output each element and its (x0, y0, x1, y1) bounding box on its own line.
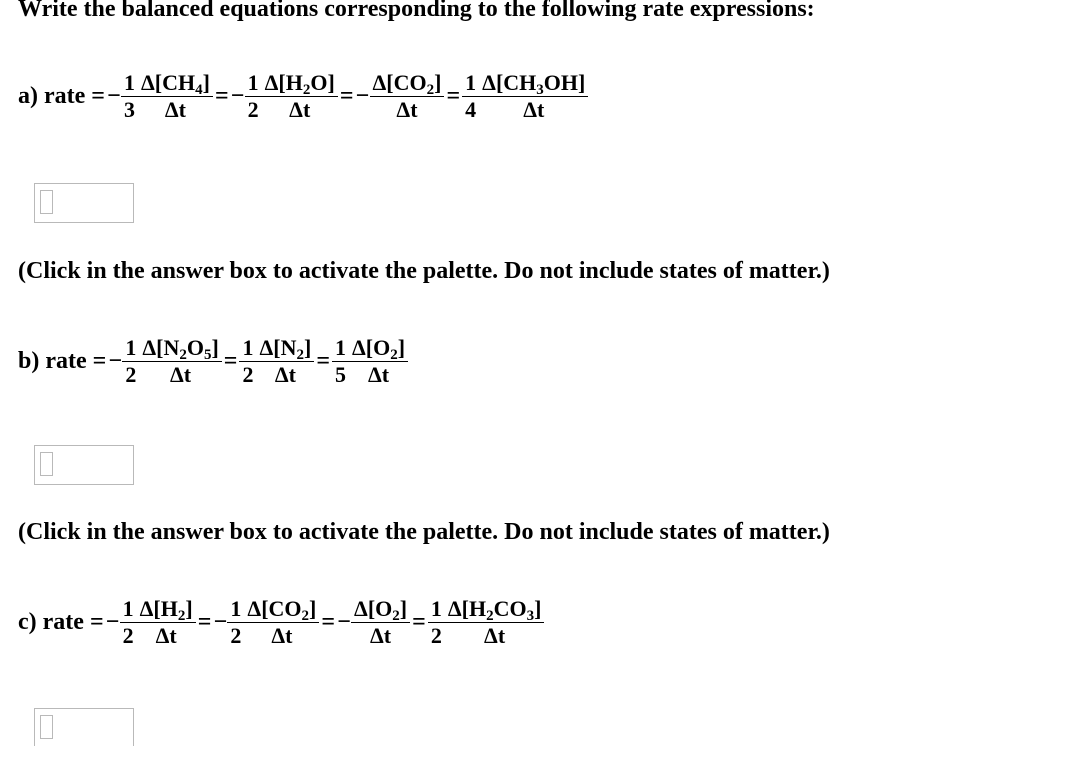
delta-conc: $\Delta[H_2]$ (139, 596, 193, 624)
subscript: 2 (301, 608, 310, 624)
subscript: 2 (486, 608, 494, 624)
answer-box-c[interactable] (34, 708, 134, 746)
equals-sign: = (214, 83, 229, 109)
species-tail: O (310, 70, 328, 95)
species: O (373, 335, 391, 360)
delta-time: Δt (262, 96, 338, 123)
coef-num: 1 (247, 70, 259, 95)
delta-fraction (370, 70, 445, 123)
coefficient-fraction (121, 70, 138, 123)
equals-sign: = (89, 609, 104, 635)
delta-time: Δt (370, 96, 445, 123)
equals-sign: = (92, 348, 107, 374)
instruction-text-b: (Click in the answer box to activate the palette. Do not include states of matter.) (18, 519, 830, 545)
equals-sign: = (321, 609, 336, 635)
delta-time: Δt (445, 622, 545, 649)
coefficient-fraction (227, 596, 244, 649)
coef-num: 1 (242, 335, 254, 360)
coef-den: 3 (121, 96, 138, 123)
delta-fraction (479, 70, 588, 123)
coef-num: 1 (430, 596, 442, 621)
coef-den: 2 (122, 361, 139, 388)
rate-label-c: c) rate (18, 609, 84, 635)
rate-expression-b (18, 335, 408, 388)
species: CH (162, 70, 196, 95)
coefficient-fraction (332, 335, 349, 388)
coef-den: 2 (239, 361, 256, 388)
equals-sign: = (446, 83, 461, 109)
rate-label-b: b) rate (18, 348, 87, 374)
delta-fraction (137, 596, 196, 649)
coef-num: 1 (122, 596, 134, 621)
species-tail: CO (493, 596, 527, 621)
subscript: 3 (526, 608, 535, 624)
delta-fraction (256, 335, 314, 388)
delta-conc: $\Delta[N_2]$ (259, 335, 312, 363)
delta-conc: $\Delta[CH_3OH]$ (482, 70, 586, 98)
subscript: 2 (179, 347, 187, 363)
coef-den: 4 (462, 96, 479, 123)
species: N (163, 335, 180, 360)
input-cursor-icon (40, 190, 53, 214)
term-sign: − (213, 609, 228, 635)
term-sign: − (230, 83, 245, 109)
input-cursor-icon (40, 715, 53, 739)
delta-conc: $\Delta[CO_2]$ (247, 596, 317, 624)
delta-conc: $\Delta[CO_2]$ (372, 70, 442, 98)
term-sign: − (105, 609, 120, 635)
species: CH (503, 70, 537, 95)
rate-term (428, 596, 545, 649)
delta-time: Δt (138, 96, 213, 123)
delta-fraction (138, 70, 213, 123)
rate-term (106, 596, 196, 649)
subscript: 2 (390, 347, 398, 363)
term-sign: − (337, 609, 351, 635)
subscript: 2 (296, 347, 304, 363)
coef-den: 2 (245, 96, 262, 123)
coefficient-fraction (245, 70, 262, 123)
species-tail: OH (543, 70, 579, 95)
subscript: 4 (195, 82, 203, 98)
rate-term (108, 335, 221, 388)
rate-term (337, 596, 410, 649)
species: N (280, 335, 297, 360)
coefficient-fraction (239, 335, 256, 388)
delta-conc: $\Delta[CH_4]$ (140, 70, 210, 98)
subscript: 2 (426, 82, 435, 98)
rate-label-a: a) rate (18, 83, 86, 109)
rate-term (462, 70, 588, 123)
equals-sign: = (412, 609, 426, 635)
delta-time: Δt (244, 622, 319, 649)
coef-den: 2 (428, 622, 445, 649)
delta-fraction (139, 335, 221, 388)
delta-conc: $\Delta[H_2CO_3]$ (447, 596, 542, 624)
delta-conc: $\Delta[H_2O]$ (264, 70, 335, 98)
delta-fraction (244, 596, 319, 649)
coef-num: 1 (123, 70, 135, 95)
delta-time: Δt (349, 361, 408, 388)
coefficient-fraction (122, 335, 139, 388)
coefficient-fraction (462, 70, 479, 123)
species: H (468, 596, 487, 621)
delta-conc: $\Delta[O_2]$ (354, 596, 408, 624)
coef-den: 2 (120, 622, 137, 649)
coef-den: 2 (227, 622, 244, 649)
delta-conc: $\Delta[O_2]$ (352, 335, 406, 363)
equals-sign: = (339, 83, 354, 109)
coef-num: 1 (465, 70, 477, 95)
rate-term (213, 596, 319, 649)
delta-fraction (445, 596, 545, 649)
coefficient-fraction (120, 596, 137, 649)
rate-term (231, 70, 338, 123)
equals-sign: = (91, 83, 105, 109)
input-cursor-icon (40, 452, 53, 476)
delta-fraction (349, 335, 408, 388)
species: CO (393, 70, 427, 95)
rate-expression-c (18, 596, 544, 649)
term-sign: − (107, 83, 121, 109)
answer-box-b[interactable] (34, 445, 134, 485)
species: H (285, 70, 303, 95)
rate-term (356, 70, 445, 123)
rate-term (332, 335, 408, 388)
equals-sign: = (197, 609, 212, 635)
equals-sign: = (223, 348, 238, 374)
rate-term (239, 335, 314, 388)
question-title: Write the balanced equations corresponding to the following rate expressions: (18, 0, 815, 22)
rate-expression-a (18, 70, 588, 123)
coef-num: 1 (230, 596, 242, 621)
subscript: 2 (177, 608, 186, 624)
species-tail: O (186, 335, 204, 360)
coef-den: 5 (332, 361, 349, 388)
answer-box-a[interactable] (34, 183, 134, 223)
species: H (160, 596, 178, 621)
delta-time: Δt (351, 622, 410, 649)
term-sign: − (355, 83, 370, 109)
coefficient-fraction (428, 596, 445, 649)
species: CO (268, 596, 302, 621)
equals-sign: = (316, 348, 331, 374)
delta-time: Δt (256, 361, 314, 388)
delta-time: Δt (137, 622, 196, 649)
coef-num: 1 (125, 335, 137, 360)
delta-conc: $\Delta[N_2O_5]$ (142, 335, 219, 363)
instruction-text-a: (Click in the answer box to activate the palette. Do not include states of matter.) (18, 258, 830, 284)
subscript: 2 (302, 82, 311, 98)
subscript: 2 (392, 608, 400, 624)
delta-time: Δt (139, 361, 221, 388)
delta-fraction (351, 596, 410, 649)
subscript: 3 (536, 82, 544, 98)
delta-fraction (262, 70, 338, 123)
term-sign: − (108, 348, 123, 374)
subscript: 5 (203, 347, 212, 363)
delta-time: Δt (479, 96, 588, 123)
species: O (375, 596, 393, 621)
rate-term (107, 70, 213, 123)
coef-num: 1 (335, 335, 347, 360)
